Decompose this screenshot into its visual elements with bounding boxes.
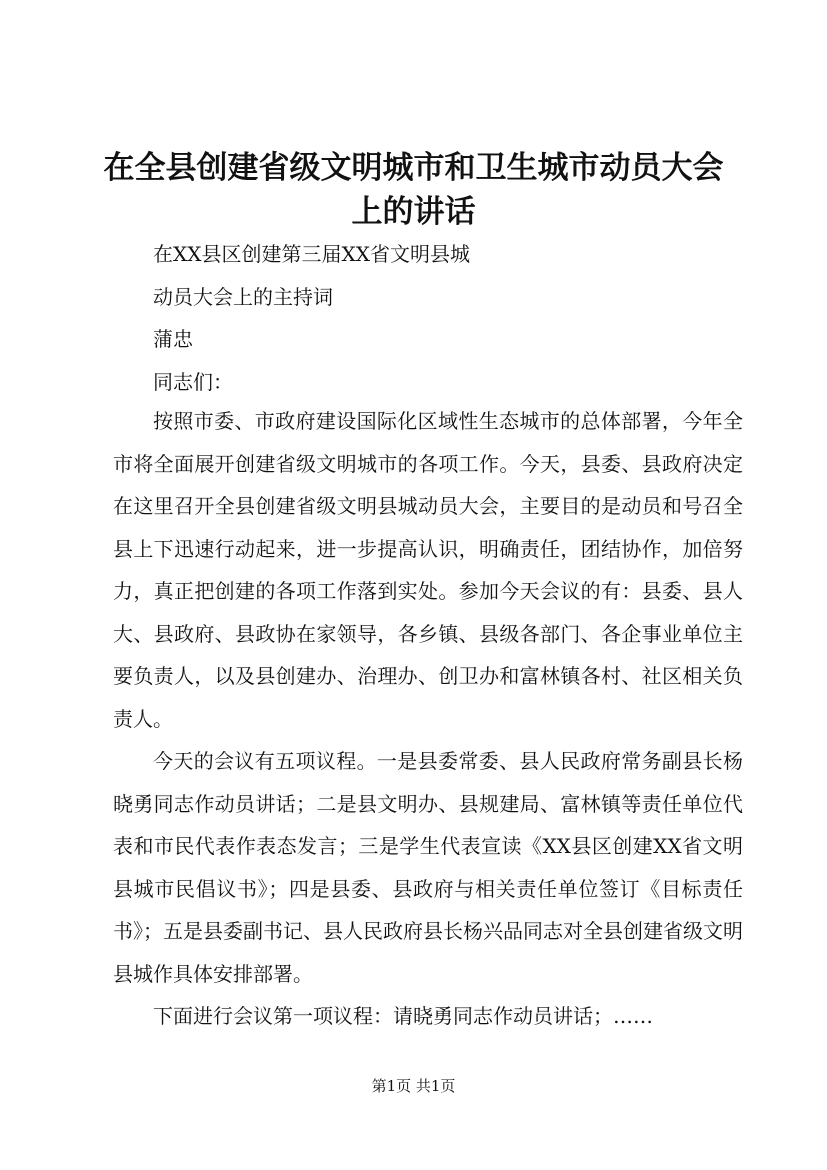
author-name: 蒲忠 bbox=[153, 327, 193, 351]
paragraph-2: 今天的会议有五项议程。一是县委常委、县人民政府常务副县长杨晓勇同志作动员讲话；二是县文明办、县规建局、富林镇等责任单位代表和市民代表作表态发言；三是学生代表宣读《XX县区创建XX省文明县城市民倡议书》；四是县委、县政府与相关责任单位签订《目标责任书》；五是县委副书记、县人民政府县长杨兴品同志对全县创建省级文明县城作具体安排部署。 bbox=[113, 749, 743, 986]
document-title-line-2: 上的讲话 bbox=[351, 194, 476, 230]
salutation: 同志们： bbox=[153, 369, 233, 394]
body-block bbox=[113, 400, 743, 1038]
paragraph-1: 按照市委、市政府建设国际化区域性生态城市的总体部署，今年全市将全面展开创建省级文明城市的各项工作。今天，县委、县政府决定在这里召开全县创建省级文明县城动员大会，主要目的是动员和号召全县上下迅速行动起来，进一步提高认识，明确责任，团结协作，加倍努力，真正把创建的各项工作落到实处。参加今天会议的有：县委、县人大、县政府、县政协在家领导，各乡镇、县级各部门、各企事业单位主要负责人，以及县创建办、治理办、创卫办和富林镇各村、社区相关负责人。 bbox=[113, 409, 743, 731]
page-indicator: 第1页 共1页 bbox=[371, 1077, 456, 1095]
document-title-line-1: 在全县创建省级文明城市和卫生城市动员大会 bbox=[103, 150, 724, 186]
paragraph-3: 下面进行会议第一项议程：请晓勇同志作动员讲话；…… bbox=[153, 1004, 653, 1028]
subtitle-line-2: 动员大会上的主持词 bbox=[153, 284, 333, 309]
header-block bbox=[113, 233, 743, 403]
subtitle-line-1: 在XX县区创建第三届XX省文明县城 bbox=[153, 242, 470, 266]
